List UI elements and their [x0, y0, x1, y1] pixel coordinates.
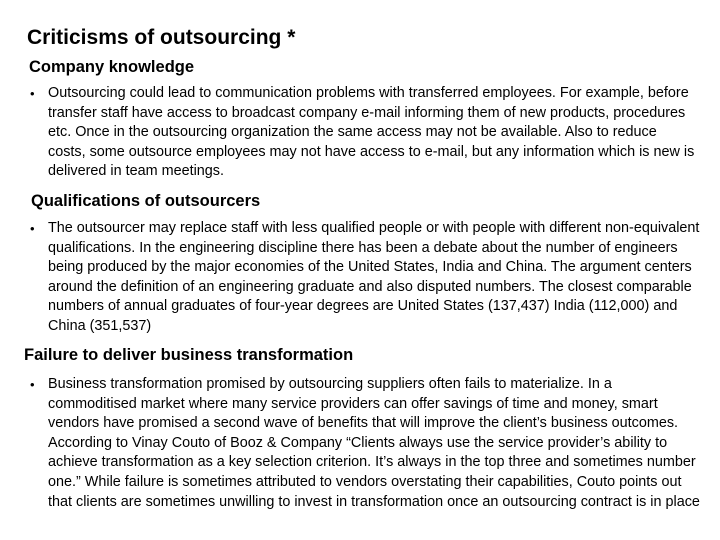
bullet-icon: •: [30, 86, 35, 101]
section-heading-business-transformation: Failure to deliver business transformation: [24, 346, 354, 364]
bullet-icon: •: [30, 377, 35, 392]
section-bullet-business-transformation: [30, 375, 702, 535]
page-title: Criticisms of outsourcing *: [27, 26, 296, 49]
section-bullet-qualifications: [30, 219, 714, 339]
section-bullet-company-knowledge: [30, 84, 696, 184]
section-heading-company-knowledge: Company knowledge: [29, 58, 195, 76]
bullet-text: Business transformation promised by outsourcing suppliers often fails to materialize. In a commoditised market where many service providers can offer savings of time and money, smart vendors have promised a second wave of benefits that will improve the client’s business outcomes. According to Vinay Couto of Booz & Company “Clients always use the service provider’s ability to achieve transformation as a key selection criterion. It’s always in the top three and sometimes number one.” While failure is sometimes attributed to vendors overstating their capabilities, Couto points out that clients are sometimes unwilling to invest in transformation once an outsourcing contract is in place: [48, 376, 700, 510]
bullet-text: The outsourcer may replace staff with less qualified people or with people with different non-equivalent qualifications. In the engineering discipline there has been a debate about the number of engineers being produced by the major economies of the United States, India and China. The argument centers around the definition of an engineering graduate and also disputed numbers. The closest comparable numbers of annual graduates of four-year degrees are United States (137,437) India (112,000) and China (351,537): [48, 220, 700, 334]
bullet-icon: •: [30, 221, 35, 236]
section-heading-qualifications: Qualifications of outsourcers: [31, 192, 261, 210]
bullet-text: Outsourcing could lead to communication problems with transferred employees. For example, before transfer staff have access to broadcast company e-mail informing them of new products, procedures etc. Once in the outsourcing organization the same access may not be available. Also to reduce costs, some outsource employees may not have access to e-mail, but any information which is new is delivered in team meetings.: [48, 85, 695, 180]
